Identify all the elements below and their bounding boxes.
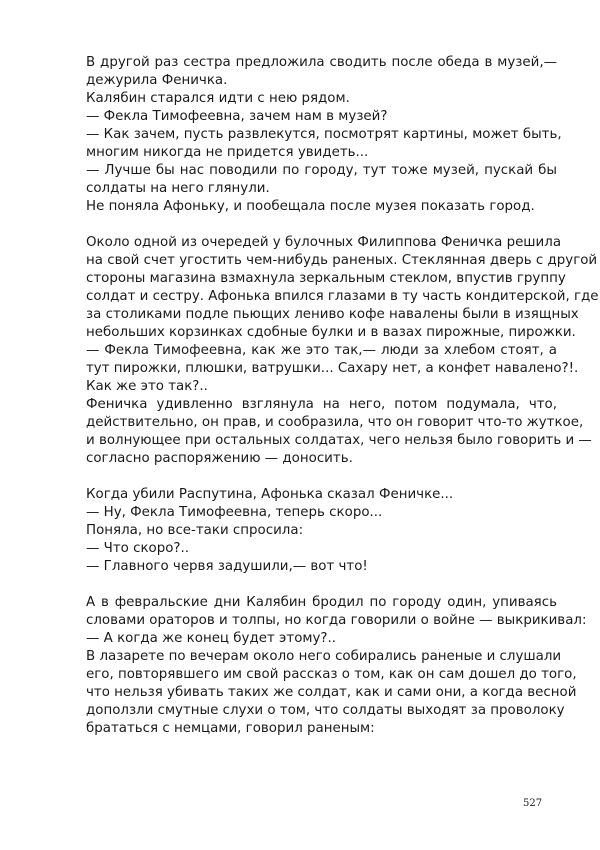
text-line: — Ну, Фекла Тимофеевна, теперь скоро...: [86, 505, 383, 520]
text-line: что нельзя убивать таких же солдат, как и сами они, а когда весной: [86, 685, 577, 700]
text-line: — Как зачем, пусть развлекутся, посмотрят картины, может быть,: [86, 127, 562, 142]
text-line: многим никогда не придется увидеть...: [86, 145, 369, 160]
page-number: 527: [523, 798, 543, 809]
paragraph-gap: [86, 576, 557, 594]
text-line: Поняла, но все-таки спросила:: [86, 523, 304, 538]
text-line: небольших корзинках сдобные булки и в вазах пирожные, пирожки.: [86, 325, 576, 340]
text-line: стороны магазина взмахнула зеркальным стеклом, впустив группу: [86, 271, 566, 286]
text-line: А в февральские дни Калябин бродил по городу один, упиваясь: [86, 595, 557, 610]
text-line: тут пирожки, плюшки, ватрушки... Сахару нет, а конфет навалено?!.: [86, 361, 579, 376]
text-line: Около одной из очередей у булочных Филиппова Феничка решила: [86, 235, 562, 250]
text-line: на свой счет угостить чем-нибудь раненых. Стеклянная дверь с другой: [86, 253, 598, 268]
text-line: — Фекла Тимофеевна, зачем нам в музей?: [86, 109, 388, 124]
text-line: солдаты на него глянули.: [86, 181, 270, 196]
text-line: — Что скоро?..: [86, 541, 190, 556]
text-body: [86, 54, 599, 738]
text-line: В лазарете по вечерам около него собирались раненые и слушали: [86, 649, 562, 664]
text-line: доползли смутные слухи о том, что солдаты выходят за проволоку: [86, 703, 565, 718]
text-line: за столиками подле пьющих лениво кофе навалены были в изящных: [86, 307, 579, 322]
text-line: — А когда же конец будет этому?..: [86, 631, 337, 646]
paragraph-gap: [86, 468, 557, 486]
text-line: действительно, он прав, и сообразила, что он говорит что-то жуткое,: [86, 415, 584, 430]
text-line: согласно распоряжению — доносить.: [86, 451, 353, 466]
text-line: и волнующее при остальных солдатах, чего нельзя было говорить и —: [86, 433, 592, 448]
text-line: солдат и сестру. Афонька впился глазами в ту часть кондитерской, где: [86, 289, 599, 304]
text-line: Когда убили Распутина, Афонька сказал Феничке...: [86, 487, 454, 502]
paragraph-gap: [86, 216, 557, 234]
text-line: брататься с немцами, говорил раненым:: [86, 721, 375, 736]
text-line: словами ораторов и толпы, но когда говорили о войне — выкрикивал:: [86, 613, 587, 628]
text-line: Калябин старался идти с нею рядом.: [86, 91, 350, 106]
text-line: — Фекла Тимофеевна, как же это так,— люди за хлебом стоят, а: [86, 343, 557, 358]
text-line: — Главного червя задушили,— вот что!: [86, 559, 368, 574]
text-line: — Лучше бы нас поводили по городу, тут тоже музей, пускай бы: [86, 163, 557, 178]
text-line: его, повторявшего им свой рассказ о том, как он сам дошел до того,: [86, 667, 577, 682]
text-line: Как же это так?..: [86, 379, 208, 394]
text-line: Не поняла Афоньку, и пообещала после музея показать город.: [86, 199, 535, 214]
text-line: дежурила Феничка.: [86, 73, 228, 88]
text-line: Феничка удивленно взглянула на него, потом подумала, что,: [86, 397, 557, 412]
text-line: В другой раз сестра предложила сводить после обеда в музей,—: [86, 55, 557, 70]
